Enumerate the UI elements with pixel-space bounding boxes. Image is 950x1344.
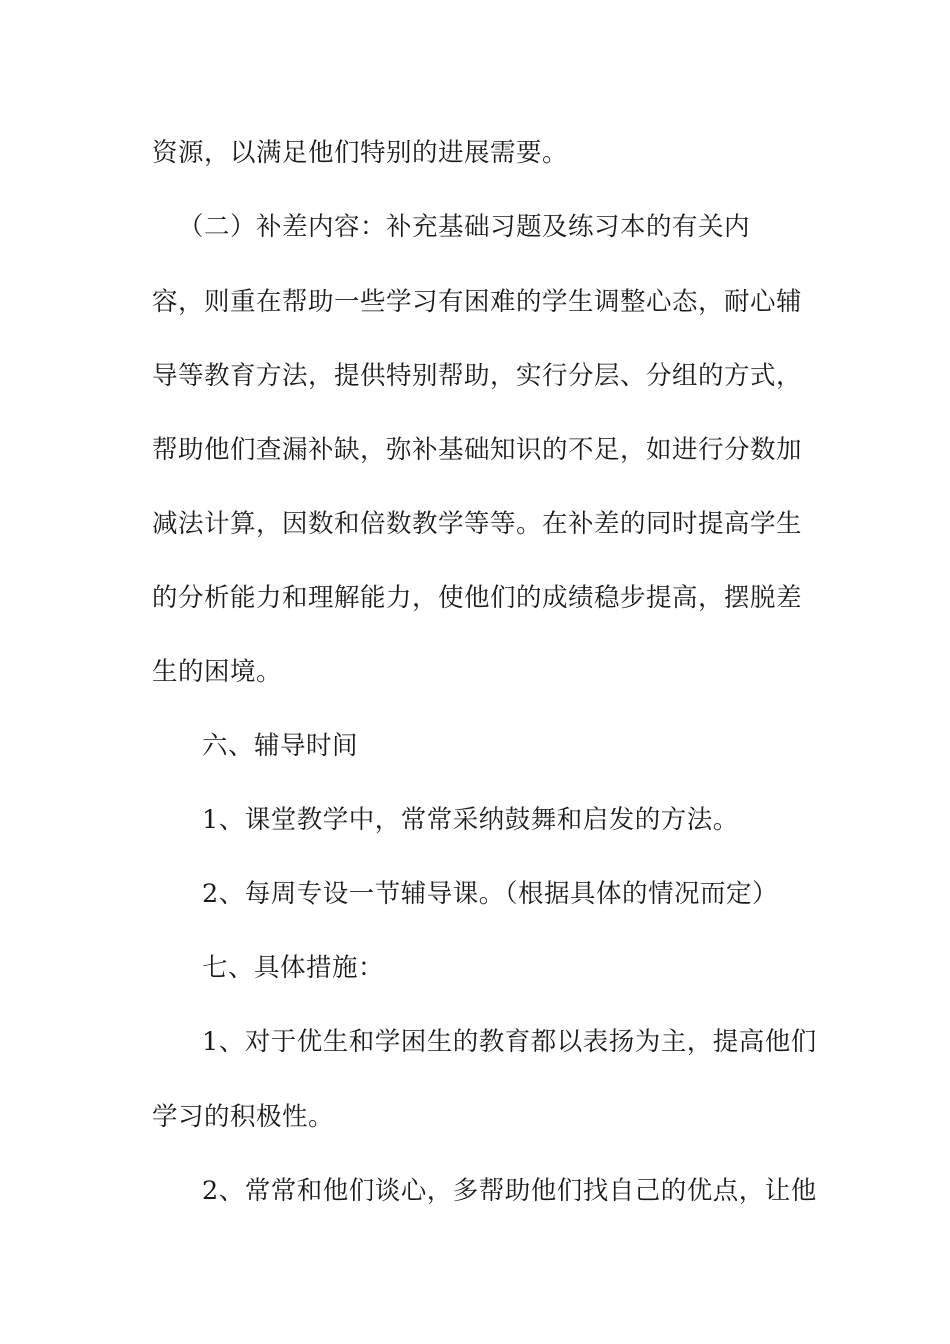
text-line: 资源，以满足他们特别的进展需要。 (152, 138, 569, 168)
text-line: 导等教育方法，提供特别帮助，实行分层、分组的方式， (152, 361, 803, 391)
section-heading: 七、具体措施： (202, 953, 385, 983)
text-line: 生的困境。 (152, 657, 283, 687)
text-line: 容，则重在帮助一些学习有困难的学生调整心态，耐心辅 (152, 287, 803, 317)
text-line: 2、常常和他们谈心，多帮助他们找自己的优点，让他 (202, 1176, 817, 1206)
text-line: 的分析能力和理解能力，使他们的成绩稳步提高，摆脱差 (152, 583, 803, 613)
text-line: 减法计算，因数和倍数教学等等。在补差的同时提高学生 (152, 509, 803, 539)
text-line: 1、对于优生和学困生的教育都以表扬为主，提高他们 (202, 1027, 817, 1057)
text-line: 2、每周专设一节辅导课。（根据具体的情况而定） (202, 879, 778, 909)
text-line: 学习的积极性。 (152, 1102, 335, 1132)
text-line: （二）补差内容：补充基础习题及练习本的有关内 (178, 212, 751, 242)
text-line: 帮助他们查漏补缺，弥补基础知识的不足，如进行分数加 (152, 435, 803, 465)
section-heading: 六、辅导时间 (202, 731, 359, 761)
text-line: 1、课堂教学中，常常采纳鼓舞和启发的方法。 (202, 805, 739, 835)
